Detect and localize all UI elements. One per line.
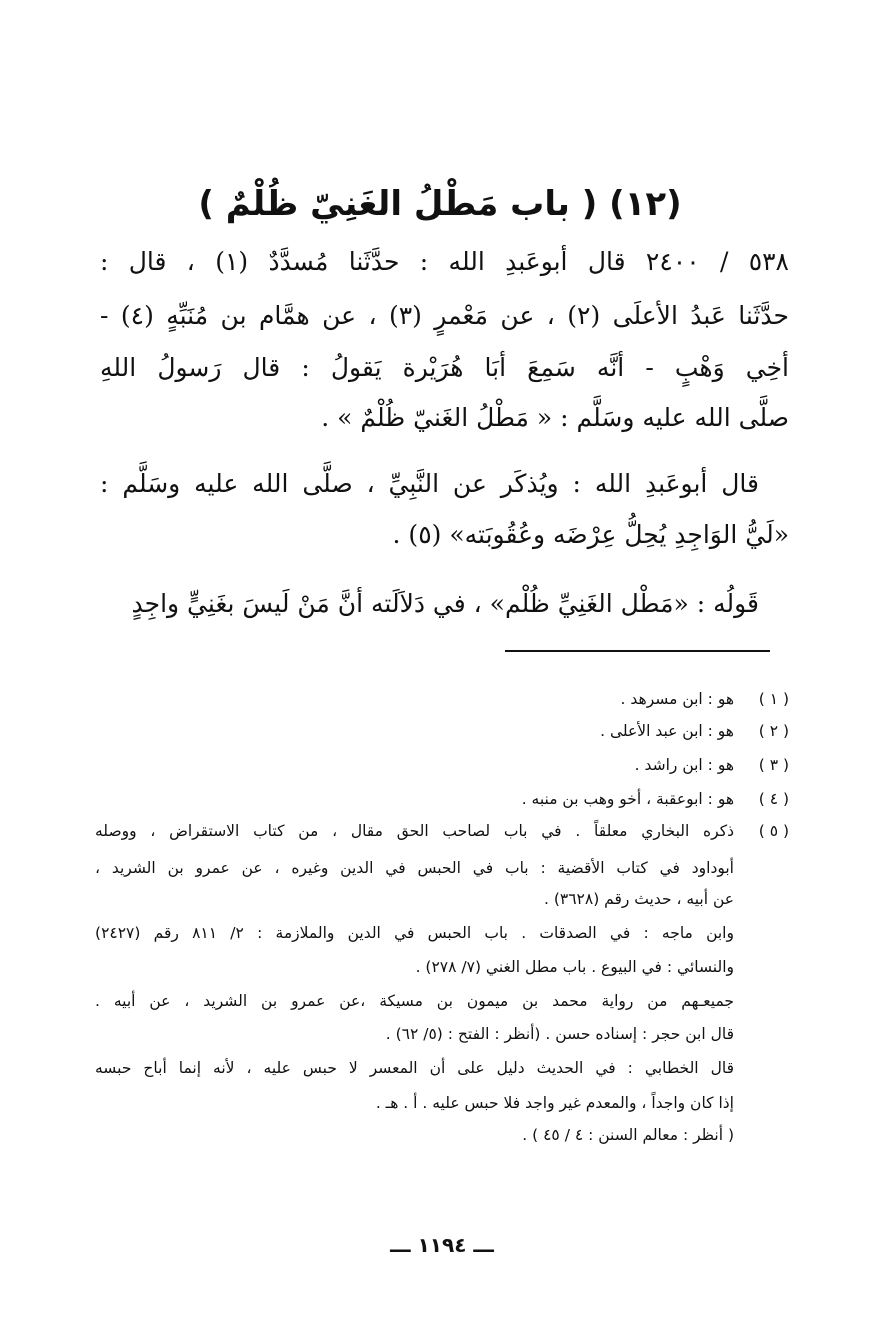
footnote-text-1: هو : ابن مسرهد . [620, 690, 734, 708]
hadith-line-3: أخِي وَهْبٍ - أنَّه سَمِعَ أبَا هُرَيْرة يَقولُ : قال رَسولُ اللهِ [100, 353, 789, 382]
hadith-line-4: صلَّى الله عليه وسَلَّم : « مَطْلُ الغَنيّ ظُلْمٌ » . [321, 403, 789, 432]
page-number: ـــ ١١٩٤ ـــ [390, 1233, 494, 1257]
explanation-line: قَولُه : «مَطْل الغَنِيِّ ظُلْم» ، في دَلاَلَته أنَّ مَنْ لَيسَ بغَنِيٍّ واجِدٍ [131, 589, 759, 618]
footnote-5-line-8: قال الخطابي : في الحديث دليل على أن المعسر لا حبس عليه ، لأنه إنما أباح حبسه [95, 1059, 734, 1077]
footnote-5-line-1: ذكره البخاري معلقاً . في باب لصاحب الحق مقال ، من كتاب الاستقراض ، ووصله [95, 822, 734, 840]
chapter-title: (١٢) ( باب مَطْلُ الغَنِيّ ظُلْمٌ ) [198, 184, 682, 224]
hadith-line-2: حدَّثَنا عَبدُ الأعلَى (٢) ، عن مَعْمرٍ (٣) ، عن همَّام بن مُنَبِّهٍ (٤) - [100, 301, 790, 330]
commentary-line-2: «لَيُّ الوَاجِدِ يُحِلُّ عِرْضَه وعُقُوبَته» (٥) . [392, 520, 789, 549]
footnote-number-1: ( ١ ) [758, 690, 789, 708]
footnote-number-3: ( ٣ ) [758, 756, 789, 774]
footnote-5-line-9: إذا كان واجداً ، والمعدم غير واجد فلا حبس عليه . أ . هـ . [375, 1094, 734, 1112]
footnote-5-line-7: قال ابن حجر : إسناده حسن . (أنظر : الفتح : (٥/ ٦٢) . [385, 1025, 734, 1043]
footnote-5-line-6: جميعـهم من رواية محمد بن ميمون بن مسيكة ،عن عمرو بن الشريد ، عن أبيه . [95, 992, 734, 1010]
footnote-5-line-2: أبوداود في كتاب الأقضية : باب في الحبس في الدين وغيره ، عن عمرو بن الشريد ، [95, 859, 734, 877]
footnote-5-line-3: عن أبيه ، حديث رقم (٣٦٢٨) . [543, 890, 734, 908]
footnote-separator [505, 650, 770, 652]
footnote-text-4: هو : ابوعقبة ، أخو وهب بن منبه . [521, 790, 734, 808]
footnote-text-3: هو : ابن راشد . [634, 756, 734, 774]
footnote-5-line-5: والنسائي : في البيوع . باب مطل الغني (٧/ ٢٧٨) . [415, 958, 734, 976]
commentary-line-1: قال أبوعَبدِ الله : ويُذكَر عن النَّبِيِّ ، صلَّى الله عليه وسَلَّم : [100, 469, 759, 498]
footnote-text-2: هو : ابن عبد الأعلى . [600, 722, 734, 740]
footnote-number-4: ( ٤ ) [758, 790, 789, 808]
footnote-5-line-10: ( أنظر : معالم السنن : ٤ / ٤٥ ) . [522, 1126, 734, 1144]
footnote-number-5: ( ٥ ) [758, 822, 789, 840]
hadith-line-1: ٥٣٨ / ٢٤٠٠ قال أبوعَبدِ الله : حدَّثَنا مُسدَّدٌ (١) ، قال : [100, 247, 789, 276]
footnote-number-2: ( ٢ ) [758, 722, 789, 740]
footnote-5-line-4: وابن ماجه : في الصدقات . باب الحبس في الدين والملازمة : ٢/ ٨١١ رقم (٢٤٢٧) [95, 924, 734, 942]
